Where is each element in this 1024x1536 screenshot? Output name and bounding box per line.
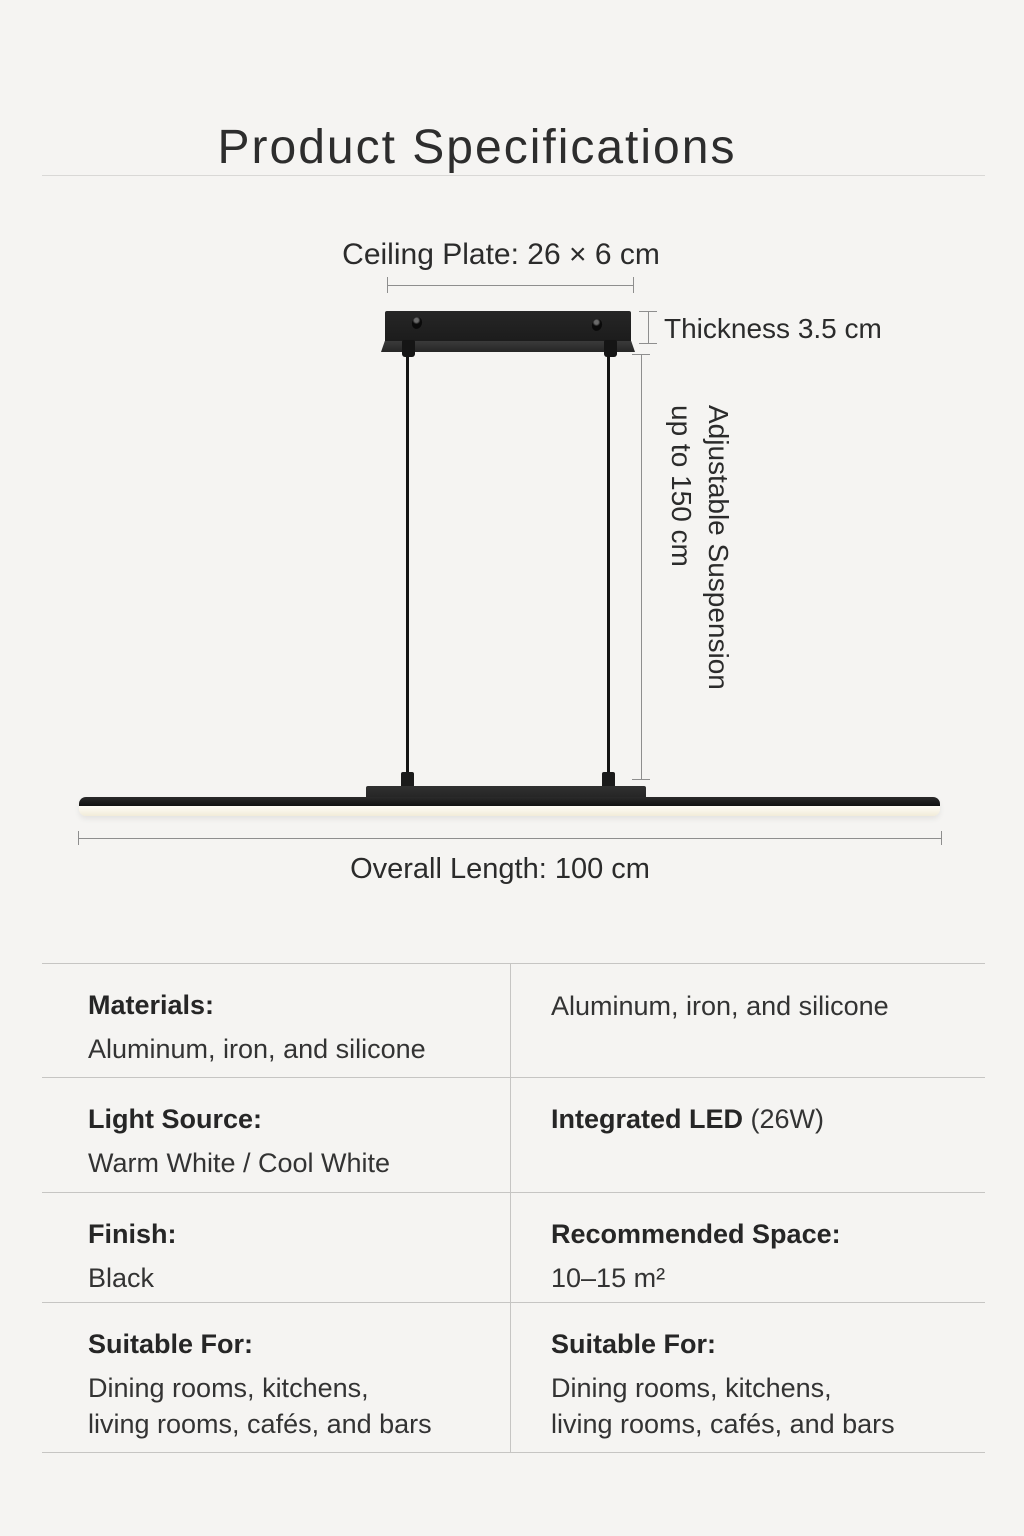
lamp-bar (79, 797, 940, 816)
dimension-line-stroke (79, 838, 941, 839)
table-row-materials (42, 964, 985, 1078)
materials-cell (42, 964, 510, 1077)
led-diffuser-strip (79, 806, 940, 816)
table-row-light-source (42, 1078, 985, 1193)
screw-icon (590, 318, 604, 333)
title-divider (42, 175, 985, 176)
light-source-cell (42, 1078, 510, 1192)
materials-label: Materials: (88, 990, 215, 1020)
ceiling-plate (385, 311, 631, 341)
light-source-right-cell (510, 1078, 985, 1192)
suspension-dimension-line (632, 354, 650, 780)
dimension-line-stroke (641, 355, 642, 779)
suspension-label-line2: up to 150 cm (666, 405, 697, 567)
light-source-label: Light Source: (88, 1104, 262, 1134)
recommended-space-label: Recommended Space: (551, 1219, 841, 1249)
integrated-led-wattage: (26W) (743, 1104, 825, 1134)
ceiling-plate-dimension-line (387, 277, 634, 293)
suitable-for-value-line2: living rooms, cafés, and bars (551, 1409, 895, 1439)
suitable-for-label: Suitable For: (88, 1329, 254, 1359)
finish-label: Finish: (88, 1219, 177, 1249)
finish-value: Black (88, 1263, 155, 1293)
overall-length-dimension-label: Overall Length: 100 cm (350, 853, 650, 885)
page-title: Product Specifications (217, 121, 737, 175)
suspension-wire-left (406, 352, 409, 789)
thickness-dimension-line (639, 311, 657, 344)
dimension-line-stroke (388, 285, 633, 286)
table-row-finish (42, 1193, 985, 1303)
suspension-wire-right (607, 352, 610, 789)
thickness-dimension-label: Thickness 3.5 cm (664, 313, 882, 344)
suitable-for-left-cell (42, 1303, 510, 1452)
light-source-value: Warm White / Cool White (88, 1148, 391, 1178)
integrated-led-label: Integrated LED (551, 1104, 744, 1134)
recommended-space-value: 10–15 m² (551, 1263, 666, 1293)
materials-right-value: Aluminum, iron, and silicone (551, 991, 889, 1021)
ceiling-plate-lip (381, 341, 635, 352)
spec-table (42, 963, 985, 1453)
suitable-for-label: Suitable For: (551, 1329, 717, 1359)
suitable-for-value-line1: Dining rooms, kitchens, (88, 1373, 369, 1403)
table-row-suitable-for (42, 1303, 985, 1452)
integrated-led-value (551, 1102, 965, 1136)
recommended-space-cell (510, 1193, 985, 1302)
wire-connector-right (604, 340, 617, 357)
materials-value: Aluminum, iron, and silicone (88, 1034, 426, 1064)
suspension-label-line1: Adjustable Suspension (703, 405, 734, 690)
ceiling-plate-dimension-label: Ceiling Plate: 26 × 6 cm (342, 238, 660, 271)
suitable-for-right-cell (510, 1303, 985, 1452)
suitable-for-value-line1: Dining rooms, kitchens, (551, 1373, 832, 1403)
lamp-bar-frame (79, 797, 940, 806)
screw-icon (410, 316, 424, 331)
materials-right-cell (510, 964, 985, 1077)
overall-length-dimension-line (78, 831, 942, 845)
suitable-for-value-line2: living rooms, cafés, and bars (88, 1409, 432, 1439)
suspension-dimension-label (663, 405, 737, 735)
dimension-line-stroke (648, 312, 649, 343)
finish-cell (42, 1193, 510, 1302)
